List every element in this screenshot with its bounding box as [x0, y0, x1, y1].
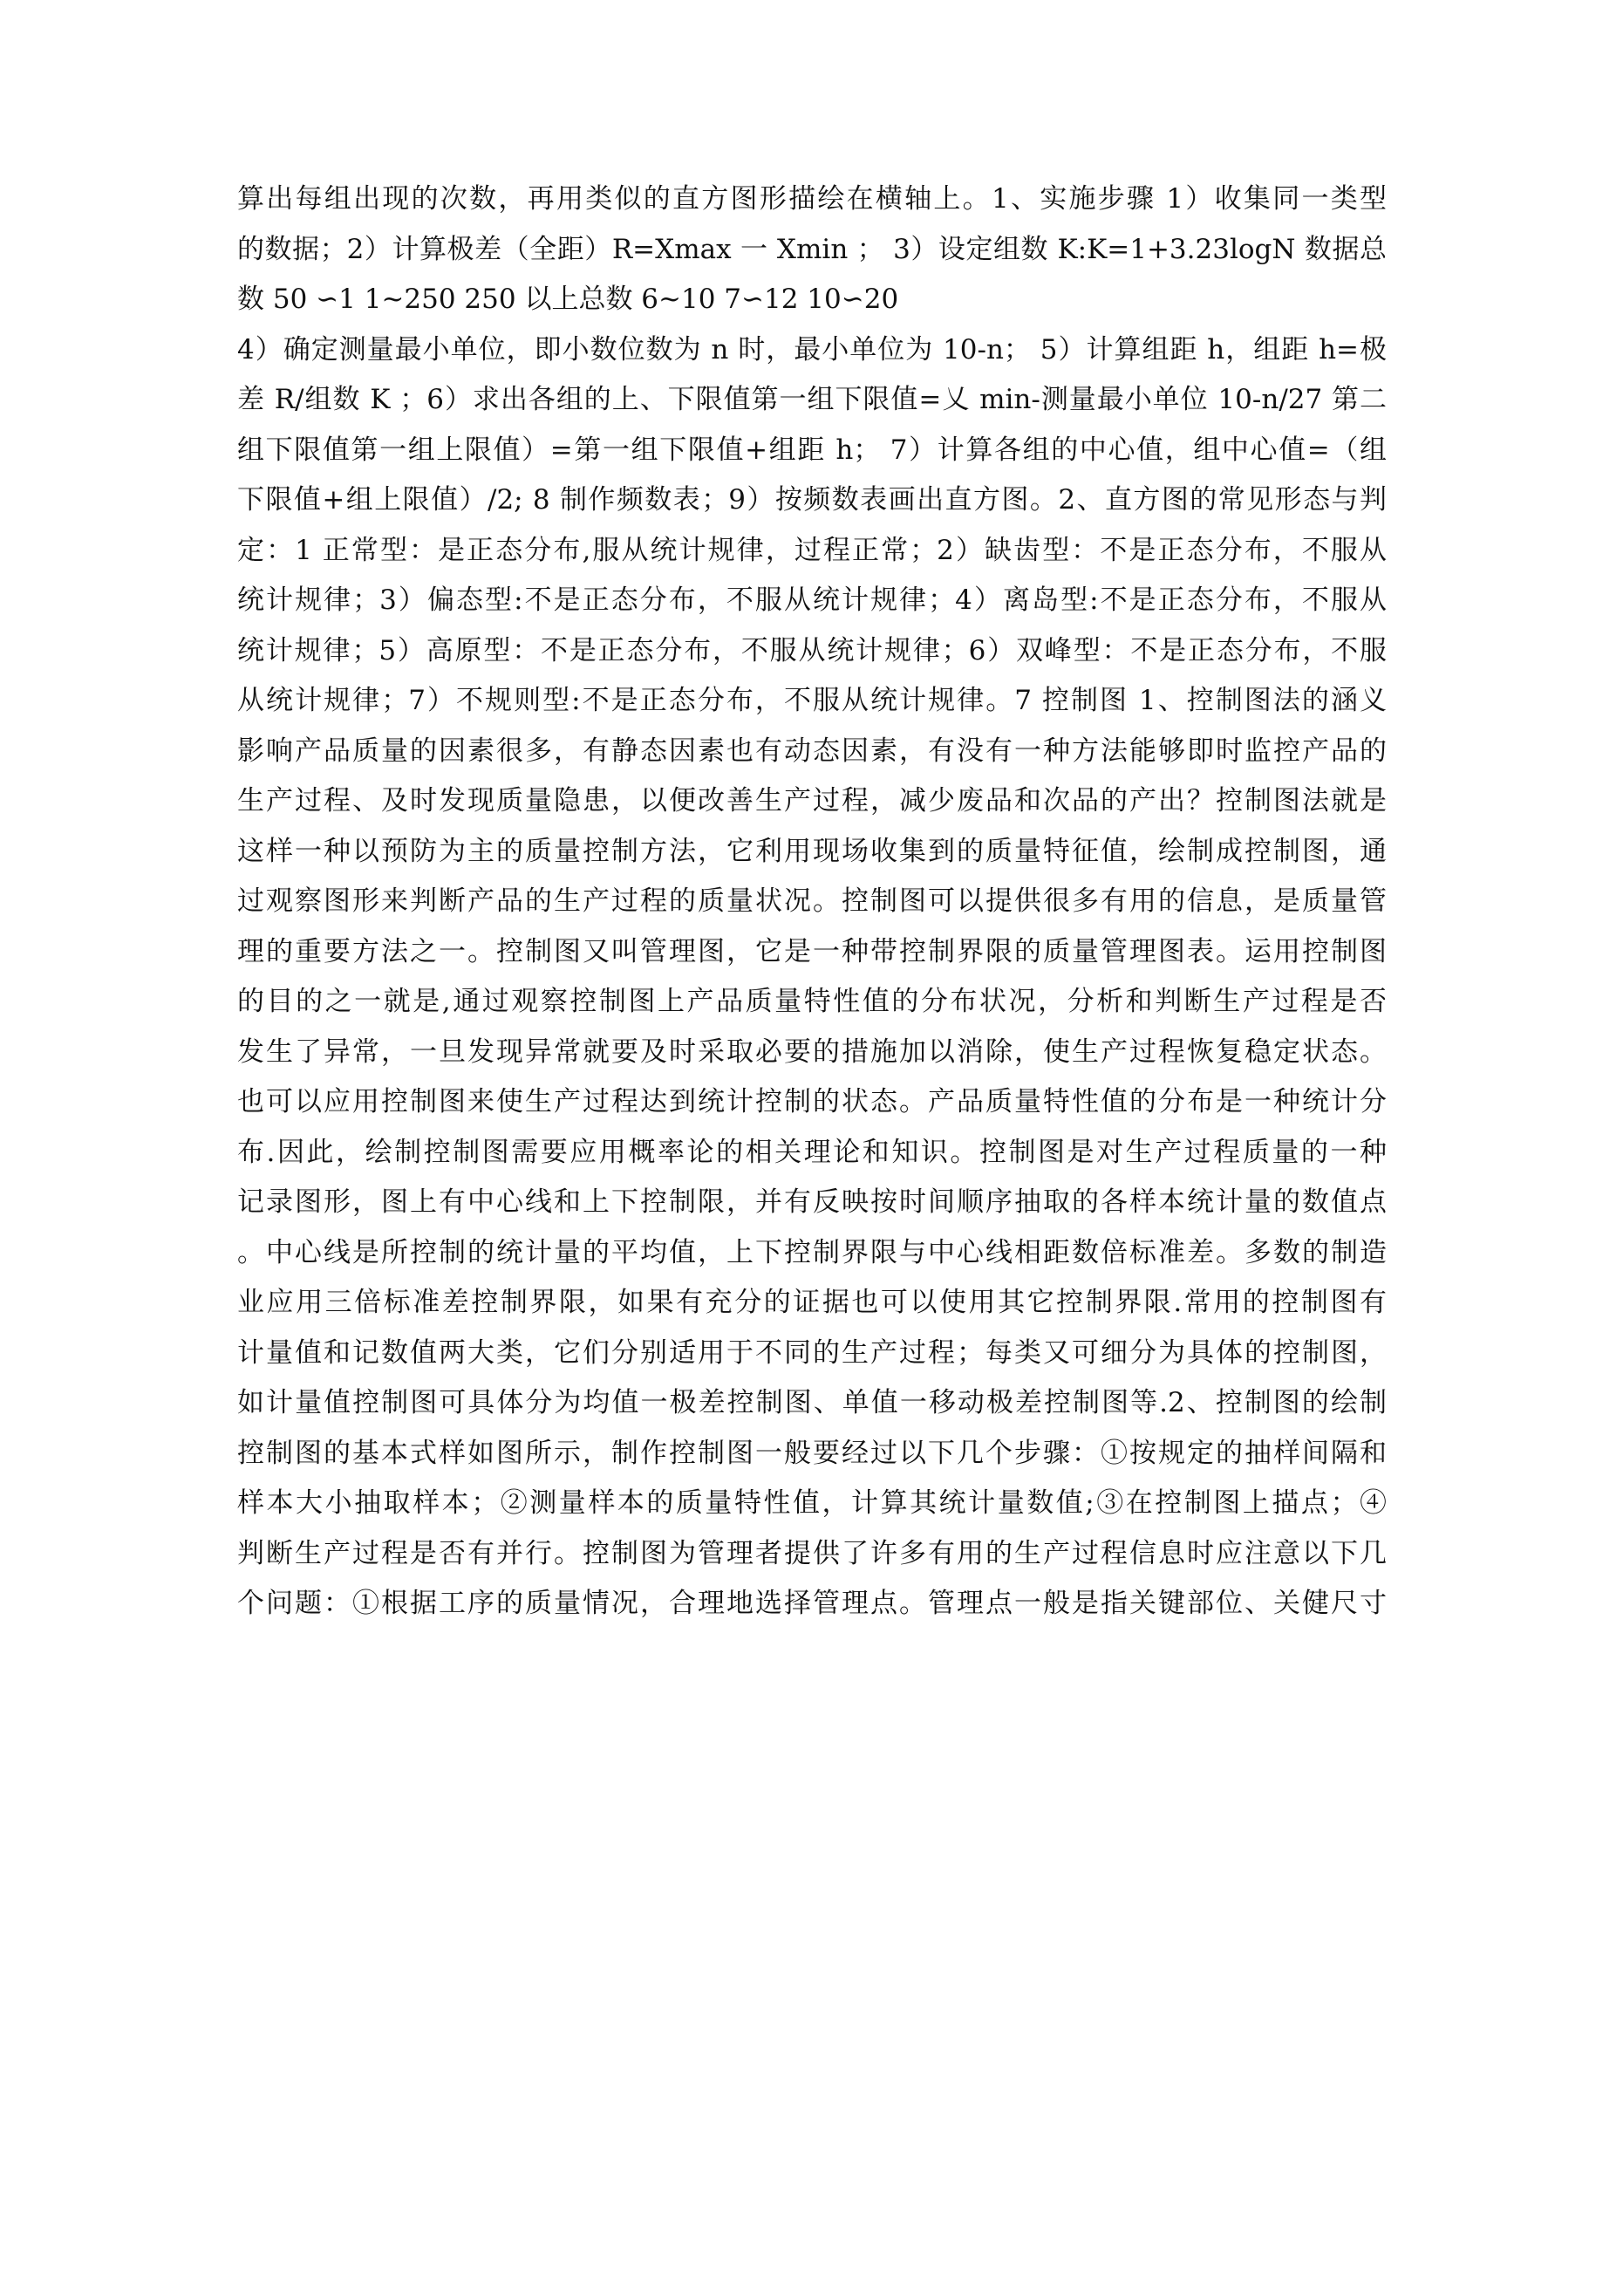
text-line: 计量值和记数值两大类，它们分别适用于不同的生产过程；每类又可细分为具体的控制图，: [237, 1336, 1387, 1369]
text-line: 影响产品质量的因素很多，有静态因素也有动态因素，有没有一种方法能够即时监控产品的: [237, 735, 1387, 767]
text-line: 判断生产过程是否有并行。控制图为管理者提供了许多有用的生产过程信息时应注意以下几: [237, 1537, 1387, 1569]
text-line: 下限值+组上限值）/2; 8 制作频数表；9）按频数表画出直方图。2、直方图的常见形态与判: [237, 484, 1387, 516]
text-line: 也可以应用控制图来使生产过程达到统计控制的状态。产品质量特性值的分布是一种统计分: [237, 1086, 1387, 1117]
text-line: 。中心线是所控制的统计量的平均值，上下控制界限与中心线相距数倍标准差。多数的制造: [237, 1236, 1387, 1268]
text-line: 这样一种以预防为主的质量控制方法，它利用现场收集到的质量特征值，绘制成控制图，通: [237, 835, 1387, 867]
text-line: 发生了异常，一旦发现异常就要及时采取必要的措施加以消除，使生产过程恢复稳定状态。: [237, 1035, 1387, 1068]
text-line: 的数据；2）计算极差（全距）R=Xmax 一 Xmin ； 3）设定组数 K:K=1+3.23logN 数据总: [237, 233, 1387, 265]
text-line: 统计规律；3）偏态型:不是正态分布，不服从统计规律；4）离岛型:不是正态分布，不服从: [237, 584, 1387, 616]
text-line: 4）确定测量最小单位，即小数位数为 n 时，最小单位为 10-n； 5）计算组距 h，组距 h=极: [237, 333, 1387, 366]
text-line: 控制图的基本式样如图所示，制作控制图一般要经过以下几个步骤：①按规定的抽样间隔和: [237, 1437, 1387, 1469]
text-line: 数 50 ∽1 1~250 250 以上总数 6~10 7∽12 10∽20: [237, 284, 899, 315]
body-text: [237, 174, 1387, 1630]
text-line: 定：1 正常型：是正态分布,服从统计规律，过程正常；2）缺齿型：不是正态分布，不服从: [237, 534, 1387, 566]
text-line: 过观察图形来判断产品的生产过程的质量状况。控制图可以提供很多有用的信息，是质量管: [237, 885, 1387, 917]
text-line: 生产过程、及时发现质量隐患，以便改善生产过程，减少废品和次品的产出？控制图法就是: [237, 785, 1387, 817]
text-line: 理的重要方法之一。控制图又叫管理图，它是一种带控制界限的质量管理图表。运用控制图: [237, 935, 1387, 967]
text-line: 的目的之一就是,通过观察控制图上产品质量特性值的分布状况，分析和判断生产过程是否: [237, 986, 1387, 1017]
text-line: 统计规律；5）高原型：不是正态分布，不服从统计规律；6）双峰型：不是正态分布，不服: [237, 634, 1387, 666]
text-line: 差 R/组数 K ；6）求出各组的上、下限值第一组下限值=乂 min-测量最小单位 10-n/27 第二: [237, 384, 1387, 415]
text-line: 记录图形，图上有中心线和上下控制限，并有反映按时间顺序抽取的各样本统计量的数值点: [237, 1186, 1387, 1218]
text-line: 算出每组出现的次数，再用类似的直方图形描绘在横轴上。1、实施步骤 1）收集同一类型: [237, 183, 1387, 215]
text-line: 个问题：①根据工序的质量情况，合理地选择管理点。管理点一般是指关键部位、关健尺寸: [237, 1588, 1387, 1619]
text-line: 组下限值第一组上限值）=第一组下限值+组距 h； 7）计算各组的中心值，组中心值=（组: [237, 434, 1387, 466]
text-line: 样本大小抽取样本；②测量样本的质量特性值，计算其统计量数值;③在控制图上描点；④: [237, 1487, 1387, 1519]
text-line: 业应用三倍标准差控制界限，如果有充分的证据也可以使用其它控制界限.常用的控制图有: [237, 1287, 1387, 1318]
text-line: 布.因此，绘制控制图需要应用概率论的相关理论和知识。控制图是对生产过程质量的一种: [237, 1136, 1387, 1168]
text-line: 如计量值控制图可具体分为均值一极差控制图、单值一移动极差控制图等.2、控制图的绘制: [237, 1387, 1387, 1418]
text-line: 从统计规律；7）不规则型:不是正态分布，不服从统计规律。7 控制图 1、控制图法的涵义: [237, 685, 1387, 716]
